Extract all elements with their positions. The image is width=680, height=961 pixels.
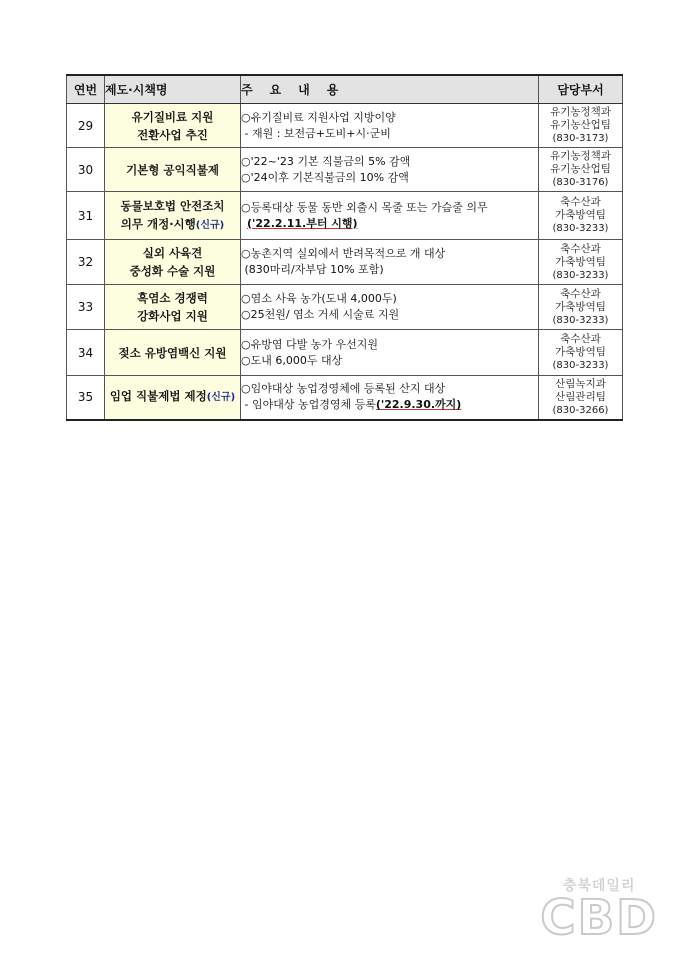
content-line: (830마리/자부담 10% 포함) [241, 263, 384, 276]
content-text: - 임야대상 농업경영체 등록 [241, 398, 376, 412]
dept-phone: (830-3173) [552, 133, 609, 144]
content-line: - 재원 : 보전금+도비+시·군비 [241, 126, 391, 140]
policy-name [105, 192, 241, 240]
dept-division: 산림녹지과 [555, 377, 606, 390]
dept-division: 유기농정책과 [550, 150, 611, 162]
policy-name-line [105, 387, 240, 407]
department [539, 192, 623, 240]
policy-name [105, 376, 241, 420]
policy-content [241, 240, 539, 285]
dept-team: 유기농산업팀 [550, 119, 611, 131]
header-dept: 담당부서 [539, 75, 623, 104]
dept-division: 축수산과 [560, 333, 601, 345]
policy-name [105, 148, 241, 192]
department [539, 148, 623, 192]
dept-team: 산림관리팀 [555, 390, 606, 403]
policy-content [241, 104, 539, 148]
content-line: ○25천원/ 염소 거세 시술료 지원 [241, 308, 400, 321]
policy-name-text: 의무 개정·시행 [120, 216, 196, 231]
dept-team: 가축방역팀 [555, 255, 606, 268]
table-row [67, 192, 623, 240]
policy-name-line: 흑염소 경쟁력 [137, 291, 208, 305]
department [539, 376, 623, 420]
table-row [67, 285, 623, 330]
policy-name-line: 젖소 유방염백신 지원 [118, 345, 227, 360]
dept-team: 가축방역팀 [555, 346, 606, 358]
table-header-row [67, 75, 623, 104]
content-line: ○유기질비료 지원사업 지방이양 [241, 110, 396, 124]
policy-name [105, 104, 241, 148]
watermark-subtitle: 충북데일리 [562, 878, 636, 894]
table-row [67, 240, 623, 285]
content-line [241, 397, 538, 413]
table-row [67, 104, 623, 148]
policy-content [241, 148, 539, 192]
department [539, 285, 623, 330]
table-row [67, 330, 623, 376]
dept-team: 유기농산업팀 [550, 163, 611, 175]
dept-phone: (830-3176) [552, 177, 609, 188]
content-line: ○도내 6,000두 대상 [241, 353, 343, 367]
content-line: ○농촌지역 실외에서 반려목적으로 개 대상 [241, 247, 446, 260]
deadline-date: ('22.9.30.까지) [375, 398, 462, 412]
policy-name [105, 285, 241, 330]
policy-content [241, 330, 539, 376]
policy-name-line: 동물보호법 안전조치 [120, 198, 225, 213]
policy-name-line [105, 215, 240, 235]
content-line: ○등록대상 동물 동반 외출시 목줄 또는 가슴줄 의무 [241, 200, 488, 214]
header-no: 연번 [67, 75, 105, 104]
header-content: 주요내용 [241, 75, 539, 104]
dept-phone: (830-3233) [552, 360, 609, 371]
new-tag: (신규) [195, 219, 225, 231]
policy-name-line: 기본형 공익직불제 [126, 162, 219, 177]
watermark-logo [540, 875, 658, 946]
policy-name-text: 임업 직불제법 제정 [109, 389, 207, 404]
policy-content [241, 376, 539, 420]
policy-name-line: 전환사업 추진 [137, 127, 208, 142]
department [539, 104, 623, 148]
watermark-text: CBD [540, 890, 658, 946]
effective-date: ('22.2.11.부터 시행) [247, 216, 358, 230]
dept-phone: (830-3233) [552, 223, 609, 234]
header-name: 제도·시책명 [105, 75, 241, 104]
content-line [241, 216, 538, 232]
dept-phone: (830-3233) [552, 269, 609, 281]
content-line: ○'24이후 기본직불금의 10% 감액 [241, 170, 409, 184]
policy-name [105, 240, 241, 285]
row-number: 30 [67, 148, 105, 192]
policy-name-line: 실외 사육견 [142, 246, 203, 260]
row-number: 31 [67, 192, 105, 240]
department [539, 330, 623, 376]
content-line: ○'22~'23 기본 직불금의 5% 감액 [241, 154, 411, 168]
table-row [67, 376, 623, 420]
row-number: 32 [67, 240, 105, 285]
row-number: 29 [67, 104, 105, 148]
dept-team: 가축방역팀 [555, 300, 606, 313]
row-number: 35 [67, 376, 105, 420]
content-line: ○유방염 다발 농가 우선지원 [241, 337, 378, 351]
dept-phone: (830-3233) [552, 314, 609, 326]
dept-team: 가축방역팀 [555, 209, 606, 221]
dept-division: 축수산과 [560, 287, 601, 300]
policy-name-line: 강화사업 지원 [137, 309, 208, 323]
content-line: ○임야대상 농업경영체에 등록된 산지 대상 [241, 382, 446, 396]
row-number: 33 [67, 285, 105, 330]
policy-content [241, 285, 539, 330]
policy-name-line: 중성화 수술 지원 [129, 264, 216, 278]
row-number: 34 [67, 330, 105, 376]
dept-division: 축수산과 [560, 196, 601, 208]
department [539, 240, 623, 285]
policy-table [66, 74, 623, 421]
dept-division: 축수산과 [560, 242, 601, 255]
policy-name-line: 유기질비료 지원 [131, 109, 214, 124]
dept-division: 유기농정책과 [550, 106, 611, 118]
table-row [67, 148, 623, 192]
content-line: ○염소 사육 농가(도내 4,000두) [241, 292, 397, 305]
policy-content [241, 192, 539, 240]
new-tag: (신규) [206, 392, 236, 404]
dept-phone: (830-3266) [552, 404, 609, 416]
policy-name [105, 330, 241, 376]
